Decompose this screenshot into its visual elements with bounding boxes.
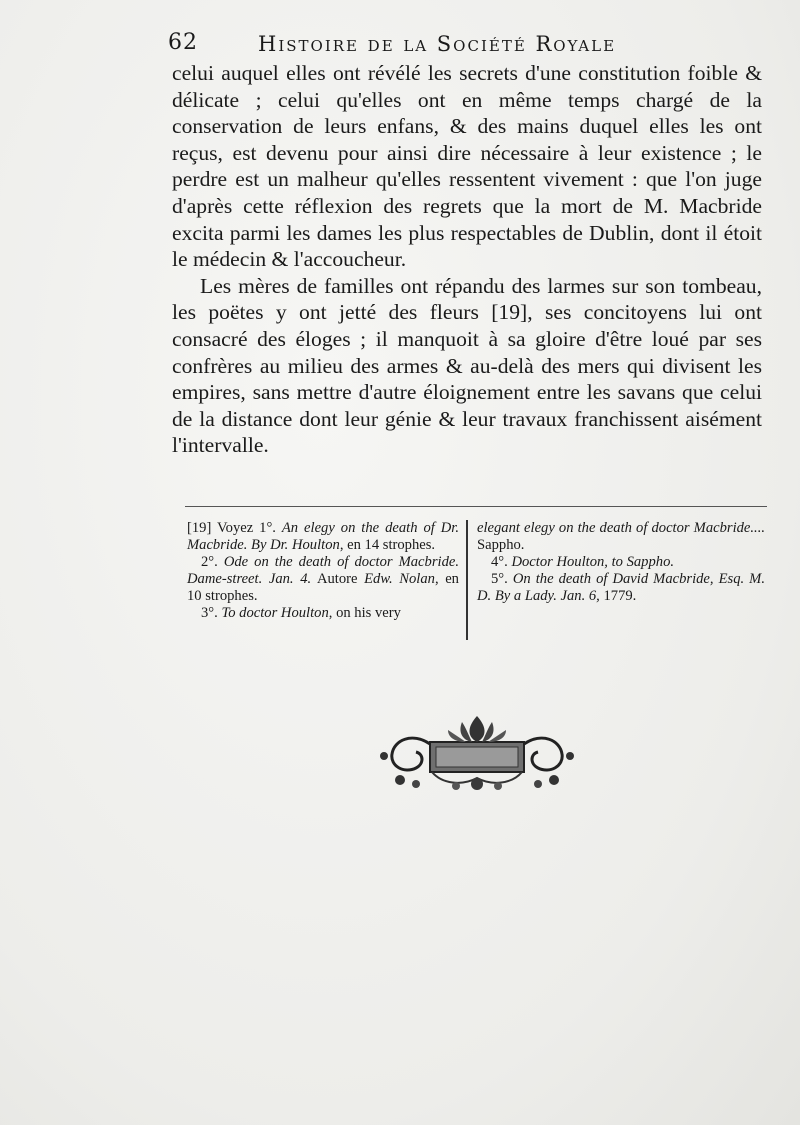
decorative-tailpiece-ornament	[372, 712, 582, 800]
footnote-title: On the death of David Macbride, Esq. M. D. By a Lady. Jan. 6,	[477, 571, 765, 604]
paragraph-2: Les mères de familles ont répandu des larmes sur son tombeau, les poëtes y ont jetté des fleurs [19], ses concitoyens lui ont consacré des éloges ; il manquoit à sa gloire d'être loué par ses confrères au milieu des armes & au-delà des mers qui divisent les empires, sans mettre d'autre éloignement entre les savans que celui de la distance dont leur génie & leur travaux franchissent aisément l'intervalle.	[172, 273, 762, 458]
running-header	[168, 28, 768, 64]
footnote-text: , en 14 strophes.	[339, 537, 436, 553]
footnote-item-2	[187, 554, 459, 605]
footnote-marker: [19] Voyez 1°.	[187, 520, 276, 536]
footnote-column-right	[477, 520, 765, 605]
footnote-text: Sappho.	[477, 537, 525, 553]
paragraph-1: celui auquel elles ont révélé les secrets d'une constitution foible & délicate ; celui qu'elles ont en même temps chargé de la conservation de leurs enfans, & des mains duquel elles les ont reçus, est devenu pour ainsi dire nécessaire à leur existence ; le perdre est un malheur qu'elles ressentent vivement : que l'on juge d'après cette réflexion des regrets que la mort de M. Macbride excita parmi les dames les plus respectables de Dublin, dont il étoit le médecin & l'accoucheur.	[172, 61, 762, 272]
footnote-item-3-continued	[477, 520, 765, 554]
footnote-item-4	[477, 554, 765, 571]
footnote-text: Autore	[311, 571, 365, 587]
footnote-text: , en 10 strophes.	[187, 571, 459, 604]
footnote-author: Edw. Nolan	[364, 571, 435, 587]
footnote-marker: 2°.	[201, 554, 218, 570]
footnote-item-3	[187, 605, 459, 622]
footnote-title: An elegy on the death of Dr. Macbride. By Dr. Houlton	[187, 520, 459, 553]
footnote-column-left	[187, 520, 459, 622]
footnote-rule	[185, 506, 767, 507]
main-text	[172, 60, 762, 459]
footnote-title: Doctor Houlton, to Sappho.	[511, 554, 675, 570]
page-number: 62	[168, 30, 198, 55]
footnote-marker: 5°.	[491, 571, 508, 587]
running-title: Histoire de la Société Royale	[258, 32, 617, 56]
footnote-text: , on his very	[328, 605, 401, 621]
footnote-marker: 4°.	[491, 554, 508, 570]
footnote-text: 1779.	[599, 588, 637, 604]
footnote-title: To doctor Houlton	[221, 605, 329, 621]
footnotes	[187, 520, 767, 645]
footnote-title: elegant elegy on the death of doctor Macbride....	[477, 520, 765, 536]
column-divider	[466, 520, 468, 640]
footnote-item-1	[187, 520, 459, 554]
footnote-title: Ode on the death of doctor Macbride. Dame-street. Jan. 4.	[187, 554, 459, 587]
footnote-marker: 3°.	[201, 605, 218, 621]
footnote-item-5	[477, 571, 765, 605]
